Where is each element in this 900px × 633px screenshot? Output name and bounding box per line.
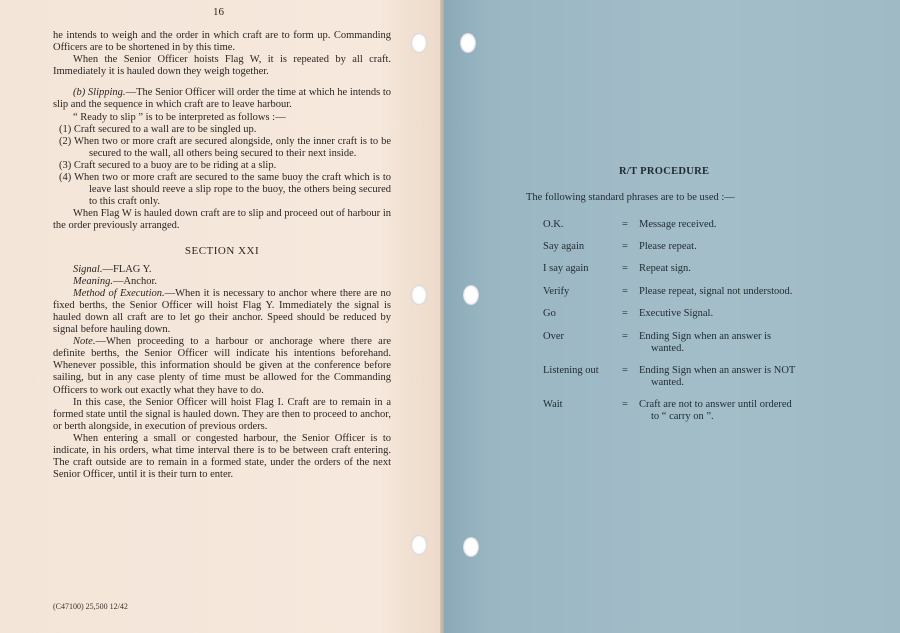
punch-hole [463, 537, 479, 557]
paragraph: In this case, the Senior Officer will hoist Flag I. Craft are to remain in a formed state until the signal is hauled down. They are then to proceed to anchor, or berth alongside, in execution of previous orders. [53, 396, 391, 432]
rt-term: Verify [543, 286, 570, 297]
rt-definition: Craft are not to answer until ordered to “ carry on ”. [639, 399, 792, 422]
equals-sign: = [622, 263, 628, 274]
rt-definition: Repeat sign. [639, 263, 691, 274]
rt-term: Say again [543, 241, 585, 252]
rt-term: Over [543, 331, 564, 342]
rt-term: I say again [543, 263, 589, 274]
signal-line: Signal.—FLAG Y. [73, 263, 152, 275]
equals-sign: = [622, 219, 628, 230]
equals-sign: = [622, 241, 628, 252]
punch-hole [460, 33, 476, 53]
paragraph: When Flag W is hauled down craft are to slip and proceed out of harbour in the order previously arranged. [53, 208, 391, 232]
paragraph: When the Senior Officer hoists Flag W, it is repeated by all craft. Immediately it is hauled down they weigh together. [53, 54, 391, 78]
rt-intro: The following standard phrases are to be used :— [526, 192, 735, 203]
equals-sign: = [622, 399, 628, 410]
rt-definition: Ending Sign when an answer is wanted. [639, 331, 772, 354]
paragraph: “ Ready to slip ” is to be interpreted as follows :— [73, 111, 286, 123]
equals-sign: = [622, 308, 628, 319]
rt-definition: Please repeat. [639, 241, 697, 252]
note-paragraph: Note.—When proceeding to a harbour or anchorage where there are definite berths, the Senior Officer will indicate his intentions beforehand. Whenever possible, this information should be given at the conference before sailing, but in any case plenty of time must be allowed for the Commanding Officers to work out exactly what they have to do. [53, 336, 391, 396]
paragraph: When entering a small or congested harbour, the Senior Officer is to indicate, in his orders, what time interval there is to be between craft entering. The craft outside are to remain in a formed state, under the orders of the next Senior Officer, until it is their turn to enter. [53, 432, 391, 481]
rt-term: Listening out [543, 365, 599, 376]
rt-term: O.K. [543, 219, 564, 230]
paragraph: he intends to weigh and the order in which craft are to form up. Commanding Officers are to be shortened in by this time. [53, 30, 391, 54]
left-page [0, 0, 444, 633]
rt-definition: Executive Signal. [639, 308, 714, 319]
list-item: (2) When two or more craft are secured alongside, only the inner craft is to be secured to the wall, all others being secured to their next inside. [59, 135, 391, 159]
meaning-line: Meaning.—Anchor. [73, 275, 157, 287]
punch-hole [411, 33, 427, 53]
slipping-label: (b) Slipping. [73, 87, 126, 99]
page-number: 16 [213, 6, 224, 18]
print-code-footer: (C47100) 25,500 12/42 [53, 602, 128, 611]
rt-definition: Ending Sign when an answer is NOT wanted. [639, 365, 796, 388]
equals-sign: = [622, 365, 628, 376]
punch-hole [411, 285, 427, 305]
list-item: (3) Craft secured to a buoy are to be riding at a slip. [59, 159, 277, 171]
rt-term: Go [543, 308, 556, 319]
rt-term: Wait [543, 399, 563, 410]
section-heading: SECTION XXI [184, 244, 260, 257]
punch-hole [411, 535, 427, 555]
rt-definition: Message received. [639, 219, 717, 230]
list-item: (1) Craft secured to a wall are to be singled up. [59, 123, 257, 135]
paragraph: (b) Slipping.—The Senior Officer will order the time at which he intends to slip and the sequence in which craft are to leave harbour. [53, 87, 392, 111]
rt-definition: Please repeat, signal not understood. [639, 286, 793, 297]
left-page-text [53, 30, 391, 481]
equals-sign: = [622, 331, 628, 342]
punch-hole [463, 285, 479, 305]
method-paragraph: Method of Execution.—When it is necessary to anchor where there are no fixed berths, the Senior Officer will hoist Flag Y. Immediately the signal is hauled down all craft are to let go their anchor. Speed should be reduced by signal before hauling down. [53, 287, 391, 336]
rt-procedure-title: R/T PROCEDURE [619, 166, 710, 177]
equals-sign: = [622, 286, 628, 297]
list-item: (4) When two or more craft are secured to the same buoy the craft which is to leave last should reeve a slip rope to the buoy, the others being secured to this craft only. [59, 172, 391, 208]
